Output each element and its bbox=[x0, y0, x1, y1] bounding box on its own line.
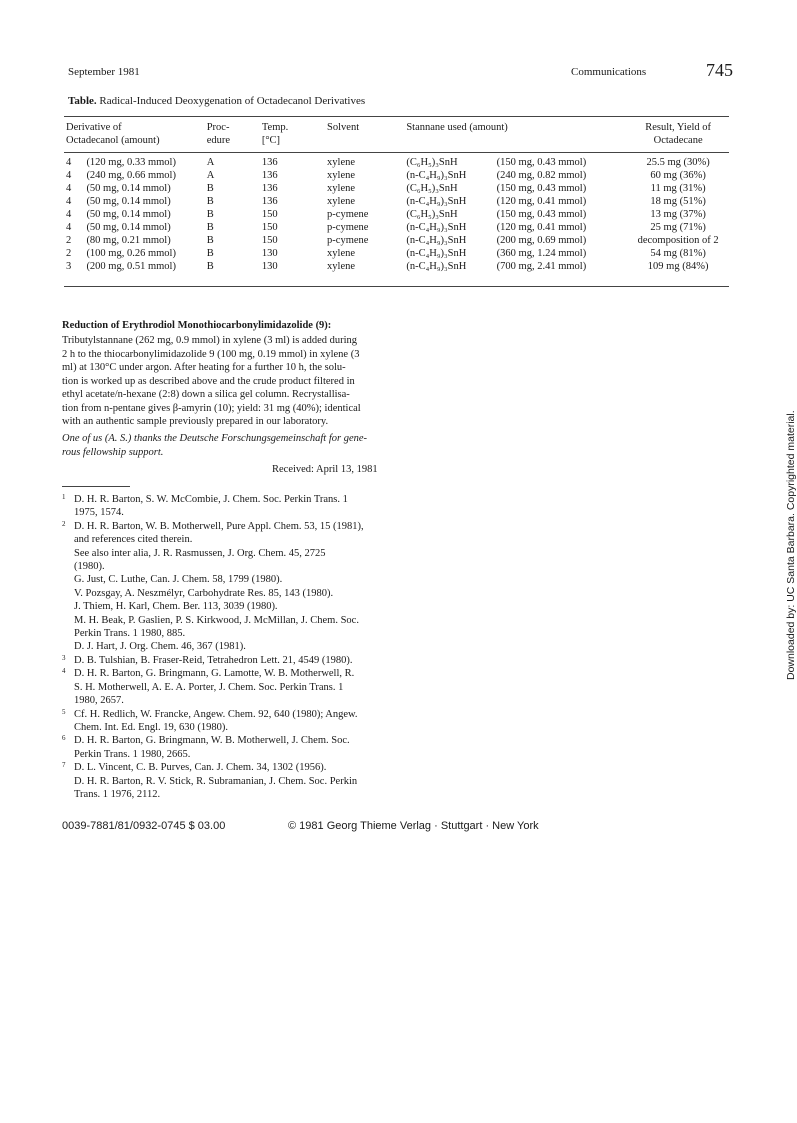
cell-stannane: (n-C₄H₉)₃SnH bbox=[406, 170, 467, 181]
acknowledgement-line: One of us (A. S.) thanks the Deutsche Forschungsgemeinschaft for gene- bbox=[62, 433, 368, 444]
cell-stannane: (n-C₄H₉)₃SnH bbox=[406, 248, 467, 259]
col-header-derivative-sub: Octadecanol (amount) bbox=[66, 135, 160, 146]
cell-derivative: 4 bbox=[66, 157, 72, 168]
cell-amount: (50 mg, 0.14 mmol) bbox=[86, 183, 171, 194]
reference-line: D. B. Tulshian, B. Fraser-Reid, Tetrahedron Lett. 21, 4549 (1980). bbox=[74, 654, 353, 666]
col-header-procedure: Proc- bbox=[206, 122, 230, 133]
cell-solvent: xylene bbox=[327, 196, 356, 207]
cell-stannane: (n-C₄H₉)₃SnH bbox=[406, 235, 467, 246]
cell-stannane: (n-C₄H₉)₃SnH bbox=[406, 222, 467, 233]
reference-line: Trans. 1 1976, 2112. bbox=[74, 788, 161, 800]
section-line: Tributylstannane (262 mg, 0.9 mmol) in xylene (3 ml) is added during bbox=[62, 335, 358, 346]
cell-amount: (50 mg, 0.14 mmol) bbox=[86, 196, 171, 207]
cell-temp: 136 bbox=[261, 196, 278, 207]
section-line: ml) at 130°C under argon. After heating for a further 10 h, the solu- bbox=[62, 362, 346, 373]
reference-line: D. H. R. Barton, S. W. McCombie, J. Chem. Soc. Perkin Trans. 1 bbox=[74, 494, 348, 505]
section-body bbox=[62, 334, 387, 429]
reference-line: D. L. Vincent, C. B. Purves, Can. J. Chem. 34, 1302 (1956). bbox=[74, 762, 327, 774]
cell-procedure: B bbox=[206, 248, 214, 259]
reference-number: 4 bbox=[62, 667, 66, 676]
section-line: ethyl acetate/n-hexane (2:8) down a silica gel column. Recrystallisa- bbox=[62, 389, 350, 400]
cell-derivative: 4 bbox=[66, 196, 72, 207]
cell-amount: (120 mg, 0.33 mmol) bbox=[86, 157, 176, 168]
footer-code: 0039-7881/81/0932-0745 $ 03.00 bbox=[62, 820, 226, 832]
cell-procedure: B bbox=[206, 183, 214, 194]
col-header-solvent: Solvent bbox=[327, 122, 360, 133]
cell-stannane-amount: (360 mg, 1.24 mmol) bbox=[496, 248, 587, 259]
cell-solvent: p-cymene bbox=[327, 235, 369, 246]
cell-stannane-amount: (240 mg, 0.82 mmol) bbox=[496, 170, 587, 181]
received-date: Received: April 13, 1981 bbox=[272, 464, 378, 475]
reference-line: D. H. R. Barton, G. Bringmann, W. B. Motherwell, J. Chem. Soc. bbox=[74, 735, 350, 747]
reference-item bbox=[62, 667, 392, 707]
cell-result: 11 mg (31%) bbox=[650, 183, 706, 194]
col-header-temp-sub: [°C] bbox=[261, 135, 281, 146]
reference-line: M. H. Beak, P. Gaslien, P. S. Kirkwood, J. McMillan, J. Chem. Soc. bbox=[74, 614, 359, 626]
cell-derivative: 4 bbox=[66, 183, 72, 194]
cell-stannane: (n-C₄H₉)₃SnH bbox=[406, 261, 467, 272]
results-table bbox=[64, 121, 729, 273]
cell-stannane-amount: (150 mg, 0.43 mmol) bbox=[496, 157, 587, 168]
running-header-section: Communications bbox=[571, 66, 647, 78]
col-header-derivative: Derivative of bbox=[66, 122, 122, 133]
cell-amount: (80 mg, 0.21 mmol) bbox=[86, 235, 171, 246]
reference-line: Cf. H. Redlich, W. Francke, Angew. Chem. 92, 640 (1980); Angew. bbox=[74, 708, 358, 720]
acknowledgement bbox=[62, 432, 387, 459]
table-row bbox=[64, 234, 729, 247]
acknowledgement-line: rous fellowship support. bbox=[62, 446, 164, 458]
cell-solvent: xylene bbox=[327, 157, 356, 168]
cell-derivative: 2 bbox=[66, 235, 72, 246]
cell-solvent: xylene bbox=[327, 183, 356, 194]
section-heading: Reduction of Erythrodiol Monothiocarbonylimidazolide (9): bbox=[62, 320, 332, 331]
cell-solvent: xylene bbox=[327, 261, 356, 272]
reference-line: 1975, 1574. bbox=[74, 507, 124, 519]
cell-temp: 150 bbox=[261, 209, 278, 220]
reference-number: 1 bbox=[62, 493, 66, 501]
section-line: tion from n-pentane gives β-amyrin (10); yield: 31 mg (40%); identical bbox=[62, 402, 361, 414]
reference-item bbox=[62, 520, 392, 654]
running-header-date: September 1981 bbox=[68, 66, 140, 78]
reference-line: J. Thiem, H. Karl, Chem. Ber. 113, 3039 (1980). bbox=[74, 601, 278, 613]
cell-stannane: (n-C₄H₉)₃SnH bbox=[406, 196, 467, 207]
cell-temp: 150 bbox=[261, 222, 278, 233]
cell-stannane-amount: (150 mg, 0.43 mmol) bbox=[496, 183, 587, 194]
cell-procedure: A bbox=[206, 157, 215, 168]
table-row bbox=[64, 195, 729, 208]
col-header-stannane: Stannane used (amount) bbox=[406, 122, 508, 133]
section-line: with an authentic sample previously prepared in our laboratory. bbox=[62, 416, 329, 427]
cell-stannane-amount: (120 mg, 0.41 mmol) bbox=[496, 222, 587, 233]
cell-stannane-amount: (150 mg, 0.43 mmol) bbox=[496, 209, 587, 220]
col-header-temp: Temp. bbox=[261, 122, 289, 133]
cell-derivative: 3 bbox=[66, 261, 72, 272]
cell-derivative: 4 bbox=[66, 222, 72, 233]
cell-result: 18 mg (51%) bbox=[650, 196, 706, 207]
cell-procedure: A bbox=[206, 170, 215, 181]
table-caption bbox=[68, 95, 365, 107]
reference-line: Chem. Int. Ed. Engl. 19, 630 (1980). bbox=[74, 721, 228, 733]
cell-temp: 130 bbox=[261, 261, 278, 272]
reference-item bbox=[62, 654, 392, 667]
cell-result: 54 mg (81%) bbox=[650, 248, 706, 259]
cell-stannane-amount: (120 mg, 0.41 mmol) bbox=[496, 196, 587, 207]
reference-number: 6 bbox=[62, 734, 66, 743]
reference-line: (1980). bbox=[74, 561, 105, 573]
cell-solvent: xylene bbox=[327, 248, 356, 259]
col-header-result: Result, Yield of bbox=[645, 122, 712, 133]
cell-amount: (240 mg, 0.66 mmol) bbox=[86, 170, 176, 181]
table-row bbox=[64, 169, 729, 182]
reference-line: Perkin Trans. 1 1980, 2665. bbox=[74, 748, 191, 760]
cell-temp: 136 bbox=[261, 157, 278, 168]
cell-procedure: B bbox=[206, 222, 214, 233]
table-row bbox=[64, 260, 729, 273]
reference-line: 1980, 2657. bbox=[74, 695, 124, 707]
table-row bbox=[64, 221, 729, 234]
table-label: Table. bbox=[68, 95, 97, 107]
page-number: 745 bbox=[706, 60, 733, 80]
table-bottom-rule bbox=[64, 286, 729, 287]
reference-line: D. H. R. Barton, G. Bringmann, G. Lamotte, W. B. Motherwell, R. bbox=[74, 668, 355, 680]
reference-line: D. H. R. Barton, W. B. Motherwell, Pure Appl. Chem. 53, 15 (1981), bbox=[74, 520, 364, 532]
reference-line: V. Pozsgay, A. Neszmélyr, Carbohydrate Res. 85, 143 (1980). bbox=[74, 587, 334, 599]
cell-amount: (100 mg, 0.26 mmol) bbox=[86, 248, 176, 259]
table-row bbox=[64, 156, 729, 169]
cell-stannane: (C₆H₅)₃SnH bbox=[406, 209, 458, 220]
reference-number: 5 bbox=[62, 707, 66, 716]
cell-result: 25 mg (71%) bbox=[650, 222, 706, 233]
cell-stannane: (C₆H₅)₃SnH bbox=[406, 183, 458, 194]
footer-publisher: © 1981 Georg Thieme Verlag · Stuttgart · New York bbox=[288, 820, 539, 832]
cell-amount: (50 mg, 0.14 mmol) bbox=[86, 209, 171, 220]
table-row bbox=[64, 247, 729, 260]
reference-line: D. H. R. Barton, R. V. Stick, R. Subramanian, J. Chem. Soc. Perkin bbox=[74, 775, 358, 787]
reference-line: G. Just, C. Luthe, Can. J. Chem. 58, 1799 (1980). bbox=[74, 574, 283, 586]
reference-number: 3 bbox=[62, 653, 66, 662]
cell-solvent: p-cymene bbox=[327, 209, 369, 220]
cell-solvent: p-cymene bbox=[327, 222, 369, 233]
cell-procedure: B bbox=[206, 235, 214, 246]
cell-temp: 136 bbox=[261, 183, 278, 194]
cell-amount: (200 mg, 0.51 mmol) bbox=[86, 261, 176, 272]
cell-result: 25.5 mg (30%) bbox=[646, 157, 710, 168]
footnote-rule bbox=[62, 486, 130, 487]
cell-procedure: B bbox=[206, 209, 214, 220]
references-list bbox=[62, 493, 392, 801]
col-header-procedure-sub: edure bbox=[206, 135, 231, 146]
cell-result: decomposition of 2 bbox=[637, 235, 719, 246]
table-top-rule bbox=[64, 116, 729, 117]
cell-amount: (50 mg, 0.14 mmol) bbox=[86, 222, 171, 233]
cell-derivative: 2 bbox=[66, 248, 72, 259]
section-line: 2 h to the thiocarbonylimidazolide 9 (100 mg, 0.19 mmol) in xylene (3 bbox=[62, 348, 360, 360]
reference-item bbox=[62, 734, 392, 761]
cell-stannane-amount: (200 mg, 0.69 mmol) bbox=[496, 235, 587, 246]
cell-stannane: (C₆H₅)₃SnH bbox=[406, 157, 458, 168]
cell-temp: 130 bbox=[261, 248, 278, 259]
reference-line: S. H. Motherwell, A. E. A. Porter, J. Chem. Soc. Perkin Trans. 1 bbox=[74, 681, 344, 693]
table-row bbox=[64, 182, 729, 195]
cell-derivative: 4 bbox=[66, 170, 72, 181]
cell-derivative: 4 bbox=[66, 209, 72, 220]
table-title: Radical-Induced Deoxygenation of Octadecanol Derivatives bbox=[99, 95, 366, 107]
reference-item bbox=[62, 761, 392, 801]
col-header-result-sub: Octadecane bbox=[653, 135, 703, 146]
cell-procedure: B bbox=[206, 261, 214, 272]
cell-result: 109 mg (84%) bbox=[647, 261, 709, 272]
reference-line: and references cited therein. bbox=[74, 534, 193, 546]
reference-line: D. J. Hart, J. Org. Chem. 46, 367 (1981). bbox=[74, 641, 246, 653]
download-watermark: Downloaded by: UC Santa Barbara. Copyrighted material. bbox=[785, 410, 797, 680]
cell-temp: 136 bbox=[261, 170, 278, 181]
table-header-row bbox=[64, 134, 729, 147]
cell-result: 60 mg (36%) bbox=[650, 170, 706, 181]
reference-item bbox=[62, 708, 392, 735]
cell-temp: 150 bbox=[261, 235, 278, 246]
reference-number: 2 bbox=[62, 519, 66, 528]
section-line: tion is worked up as described above and the crude product filtered in bbox=[62, 375, 355, 387]
reference-number: 7 bbox=[62, 761, 66, 770]
reference-line: Perkin Trans. 1 1980, 885. bbox=[74, 628, 186, 640]
cell-procedure: B bbox=[206, 196, 214, 207]
table-row bbox=[64, 208, 729, 221]
reference-line: See also inter alia, J. R. Rasmussen, J. Org. Chem. 45, 2725 bbox=[74, 547, 326, 559]
cell-stannane-amount: (700 mg, 2.41 mmol) bbox=[496, 261, 587, 272]
cell-solvent: xylene bbox=[327, 170, 356, 181]
reference-item bbox=[62, 493, 392, 520]
cell-result: 13 mg (37%) bbox=[650, 209, 706, 220]
table-header-row bbox=[64, 121, 729, 134]
